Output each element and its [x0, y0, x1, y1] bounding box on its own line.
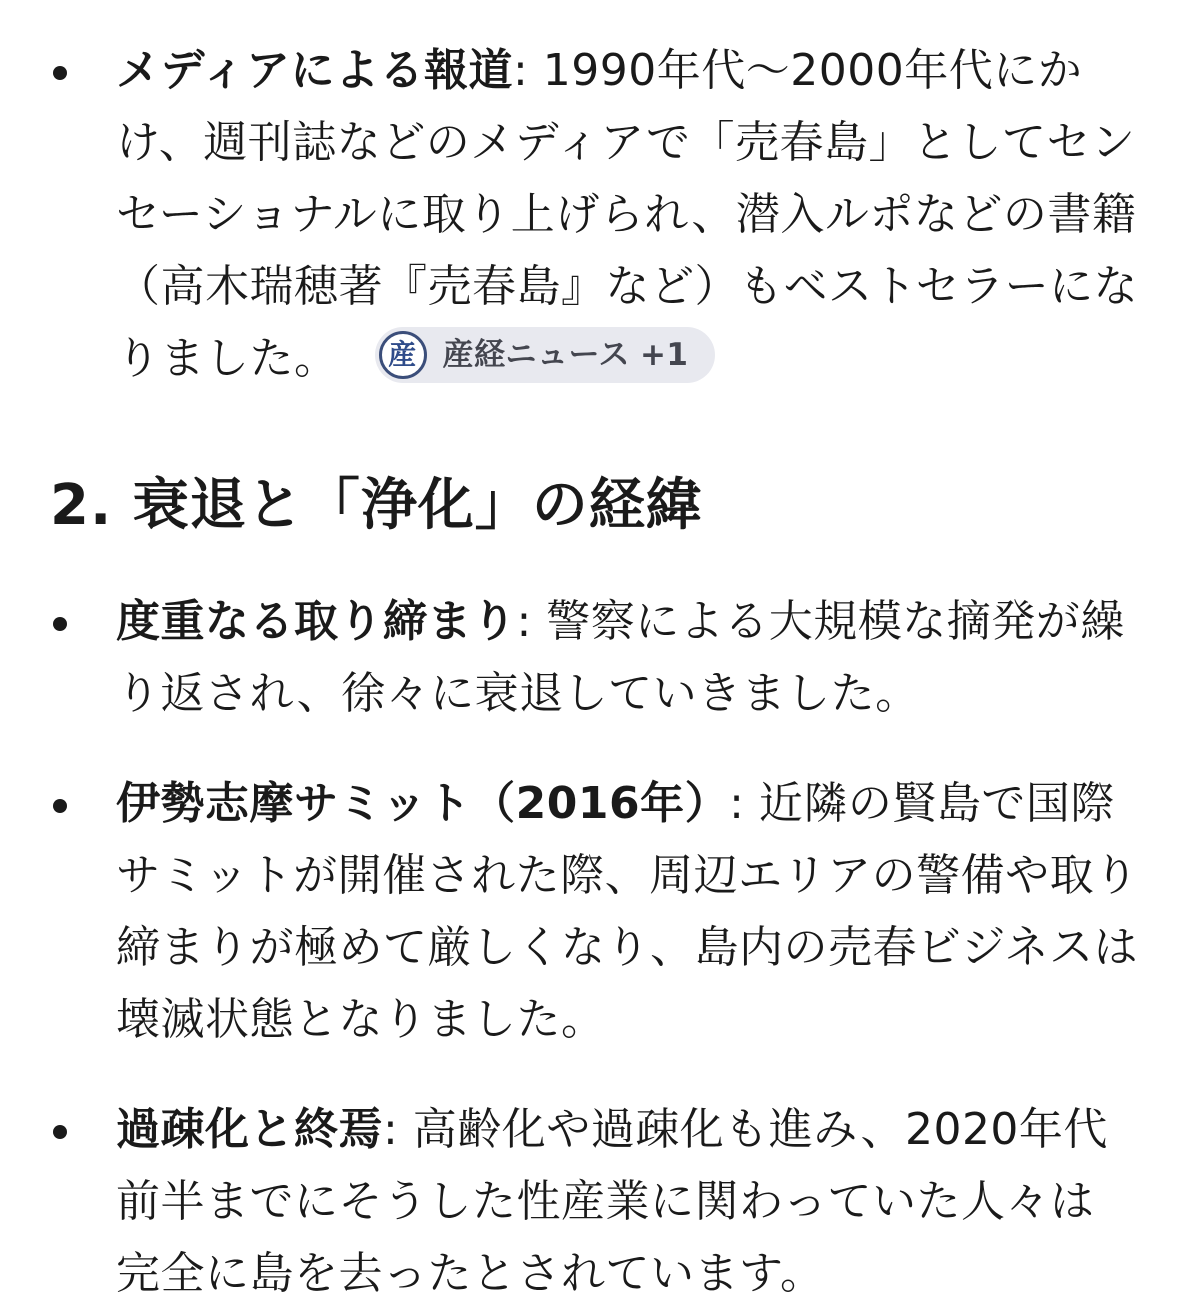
bullet-dot: [53, 799, 67, 813]
item-term: メディアによる報道: [116, 45, 513, 96]
bullet-dot: [53, 1125, 67, 1139]
source-more-count: +1: [639, 336, 689, 373]
list-item: [0, 1094, 1179, 1310]
item-text: : 高齢化や過疎化も進み、2020年代前半までにそうした性産業に関わっていた人々は完全に島を去ったとされています。: [116, 1104, 1108, 1299]
item-text: : 警察による大規模な摘発が繰り返され、徐々に衰退していきました。: [116, 596, 1125, 719]
item-text: : 近隣の賢島で国際サミットが開催された際、周辺エリアの警備や取り締まりが極めて厳しくなり、島内の売春ビジネスは壊滅状態となりました。: [116, 778, 1139, 1045]
media-coverage-list: [0, 35, 1179, 395]
bullet-dot: [53, 617, 67, 631]
section-heading: 2. 衰退と「浄化」の経緯: [50, 473, 703, 538]
decline-history-list: [0, 586, 1179, 1310]
list-item: [0, 768, 1179, 1056]
item-term: 過疎化と終焉: [116, 1104, 383, 1155]
item-text: : 1990年代〜2000年代にかけ、週刊誌などのメディアで「売春島」としてセンセーショナルに取り上げられ、潜入ルポなどの書籍（高木瑞穂著『売春島』など）もベストセラーになりました。: [116, 45, 1139, 384]
bullet-dot: [53, 66, 67, 80]
list-item: [0, 35, 1179, 395]
source-name: 産経ニュース: [442, 336, 630, 373]
item-term: 度重なる取り締まり: [116, 596, 517, 647]
item-term: 伊勢志摩サミット（2016年）: [116, 778, 730, 829]
source-citation-chip[interactable]: [375, 327, 715, 383]
list-item: [0, 586, 1179, 730]
sankei-logo-icon: 産: [379, 331, 427, 379]
